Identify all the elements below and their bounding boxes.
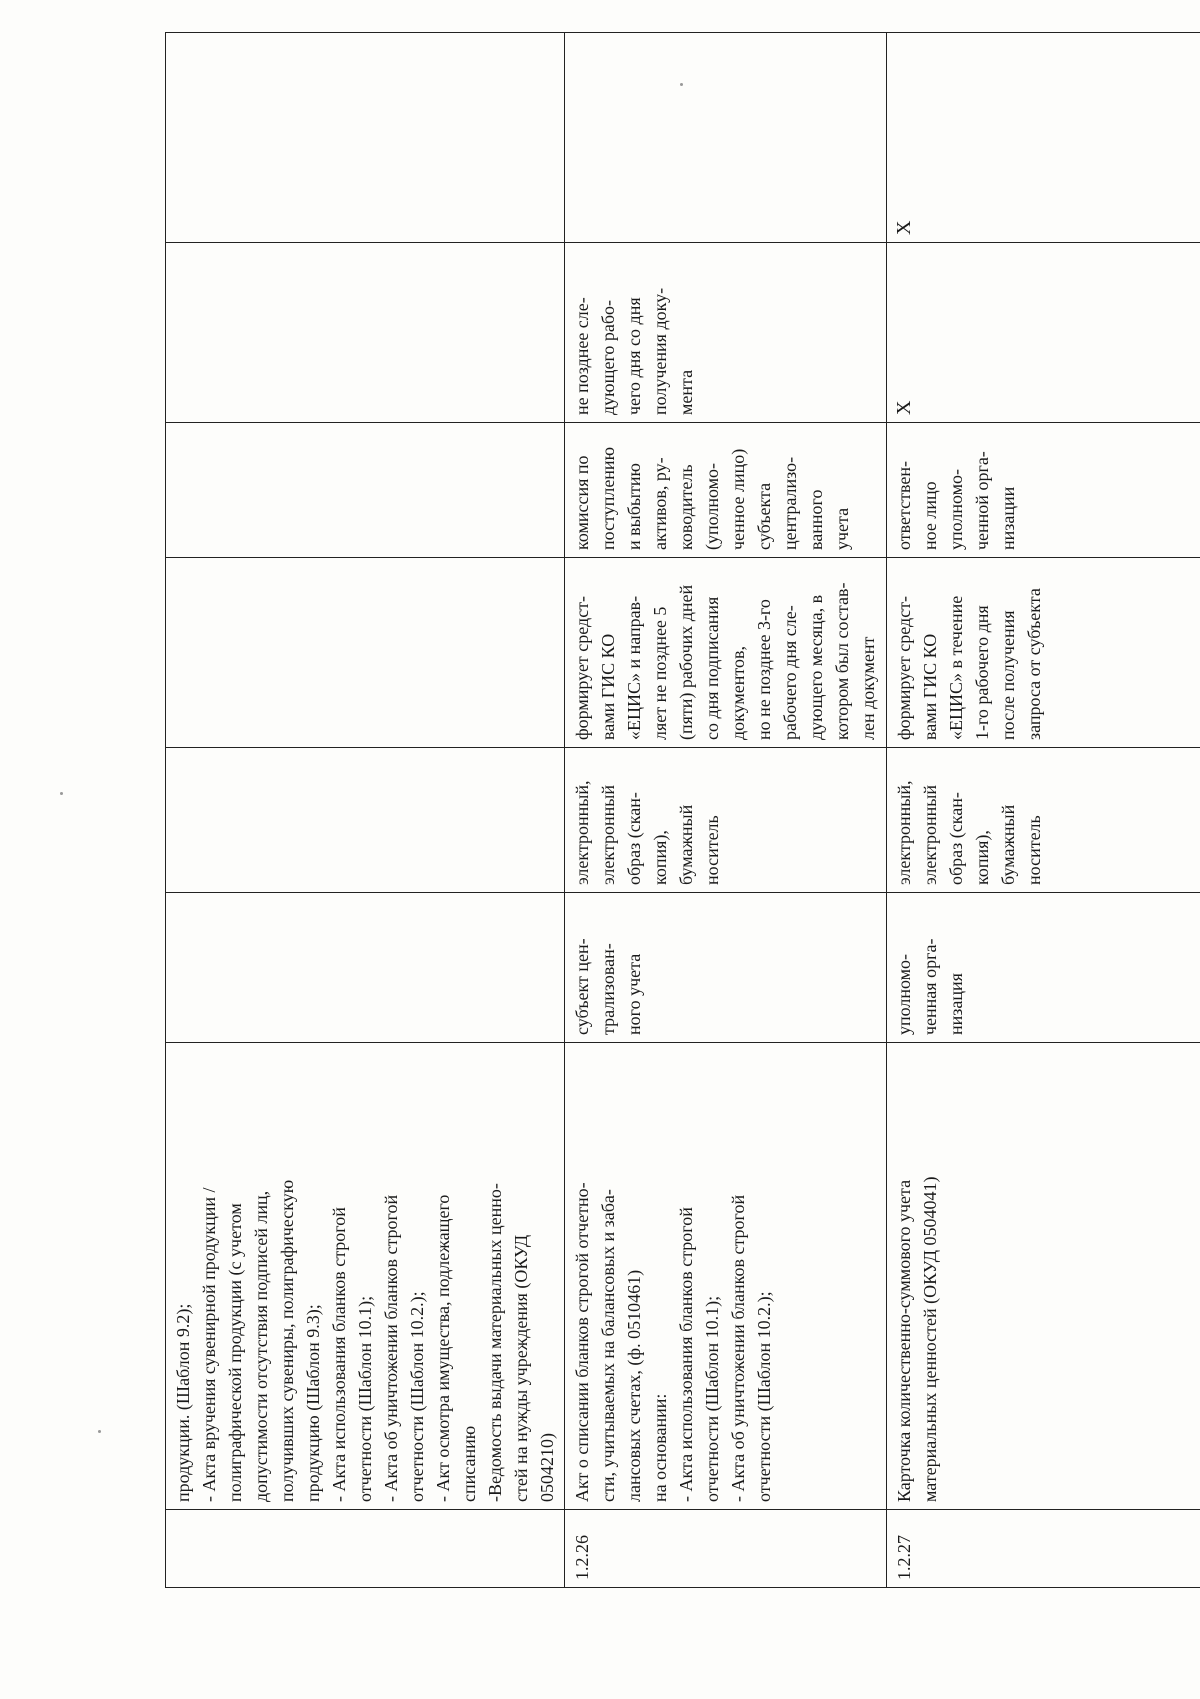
signer-cell [166, 423, 565, 558]
mark-cell [565, 33, 887, 243]
document-register-table [165, 32, 1200, 1588]
composer-cell: уполномо- ченная орга- низация [887, 893, 1200, 1043]
deadline-cell: не позднее сле- дующего рабо- чего дня со дня получения доку- мента [565, 243, 887, 423]
document-name-cell: Акт о списании бланков строгой отчетно- сти, учитываемых на балансовых и заба- лансовых счетах, (ф. 0510461) на основании: - Акта использования бланков строгой отчетности (Шаблон 10.1); - Акта об уничтожении бланков строгой отчетности (Шаблон 10.2.); [565, 1043, 887, 1510]
deadline-cell [166, 243, 565, 423]
composer-cell [166, 893, 565, 1043]
procedure-cell [166, 558, 565, 748]
rotated-page [165, 33, 1185, 1588]
procedure-cell: формирует средст- вами ГИС КО «ЕЦИС» и направ- ляет не позднее 5 (пяти) рабочих дней со дня подписания документов, но не позднее 3-го рабочего дня сле- дующего месяца, в котором был состав- лен документ [565, 558, 887, 748]
format-cell: электронный, электронный образ (скан- копия), бумажный носитель [887, 748, 1200, 893]
format-cell: электронный, электронный образ (скан- копия), бумажный носитель [565, 748, 887, 893]
row-number-cell [166, 1510, 565, 1588]
row-number-cell: 1.2.27 [887, 1510, 1200, 1588]
scan-speck [60, 792, 63, 795]
format-cell [166, 748, 565, 893]
row-number-cell: 1.2.26 [565, 1510, 887, 1588]
table-row [887, 33, 1200, 1588]
document-name-cell: Карточка количественно-суммового учета материальных ценностей (ОКУД 0504041) [887, 1043, 1200, 1510]
composer-cell: субъект цен- трализован- ного учета [565, 893, 887, 1043]
table-row [565, 33, 887, 1588]
mark-cell: X [887, 33, 1200, 243]
document-name-cell: продукции. (Шаблон 9.2); - Акта вручения сувенирной продукции / полиграфической продукции (с учетом допустимости отсутствия подписей лиц, получивших сувениры, полиграфическую продукцию (Шаблон 9.3); - Акта использования бланков строгой отчетности (Шаблон 10.1); - Акта об уничтожении бланков строгой отчетности (Шаблон 10.2.); - Акт осмотра имущества, подлежащего списанию -Ведомость выдачи материальных ценно- стей на нужды учреждения (ОКУД 0504210) [166, 1043, 565, 1510]
signer-cell: комиссия по поступлению и выбытию активов, ру- ководитель (уполномо- ченное лицо) субъекта централизо- ванного учета [565, 423, 887, 558]
signer-cell: ответствен- ное лицо уполномо- ченной орга- низации [887, 423, 1200, 558]
deadline-cell: X [887, 243, 1200, 423]
mark-cell [166, 33, 565, 243]
scan-speck [680, 83, 683, 86]
table-row [166, 33, 565, 1588]
scan-speck [98, 1430, 101, 1433]
procedure-cell: формирует средст- вами ГИС КО «ЕЦИС» в течение 1-го рабочего дня после получения запроса от субъекта [887, 558, 1200, 748]
